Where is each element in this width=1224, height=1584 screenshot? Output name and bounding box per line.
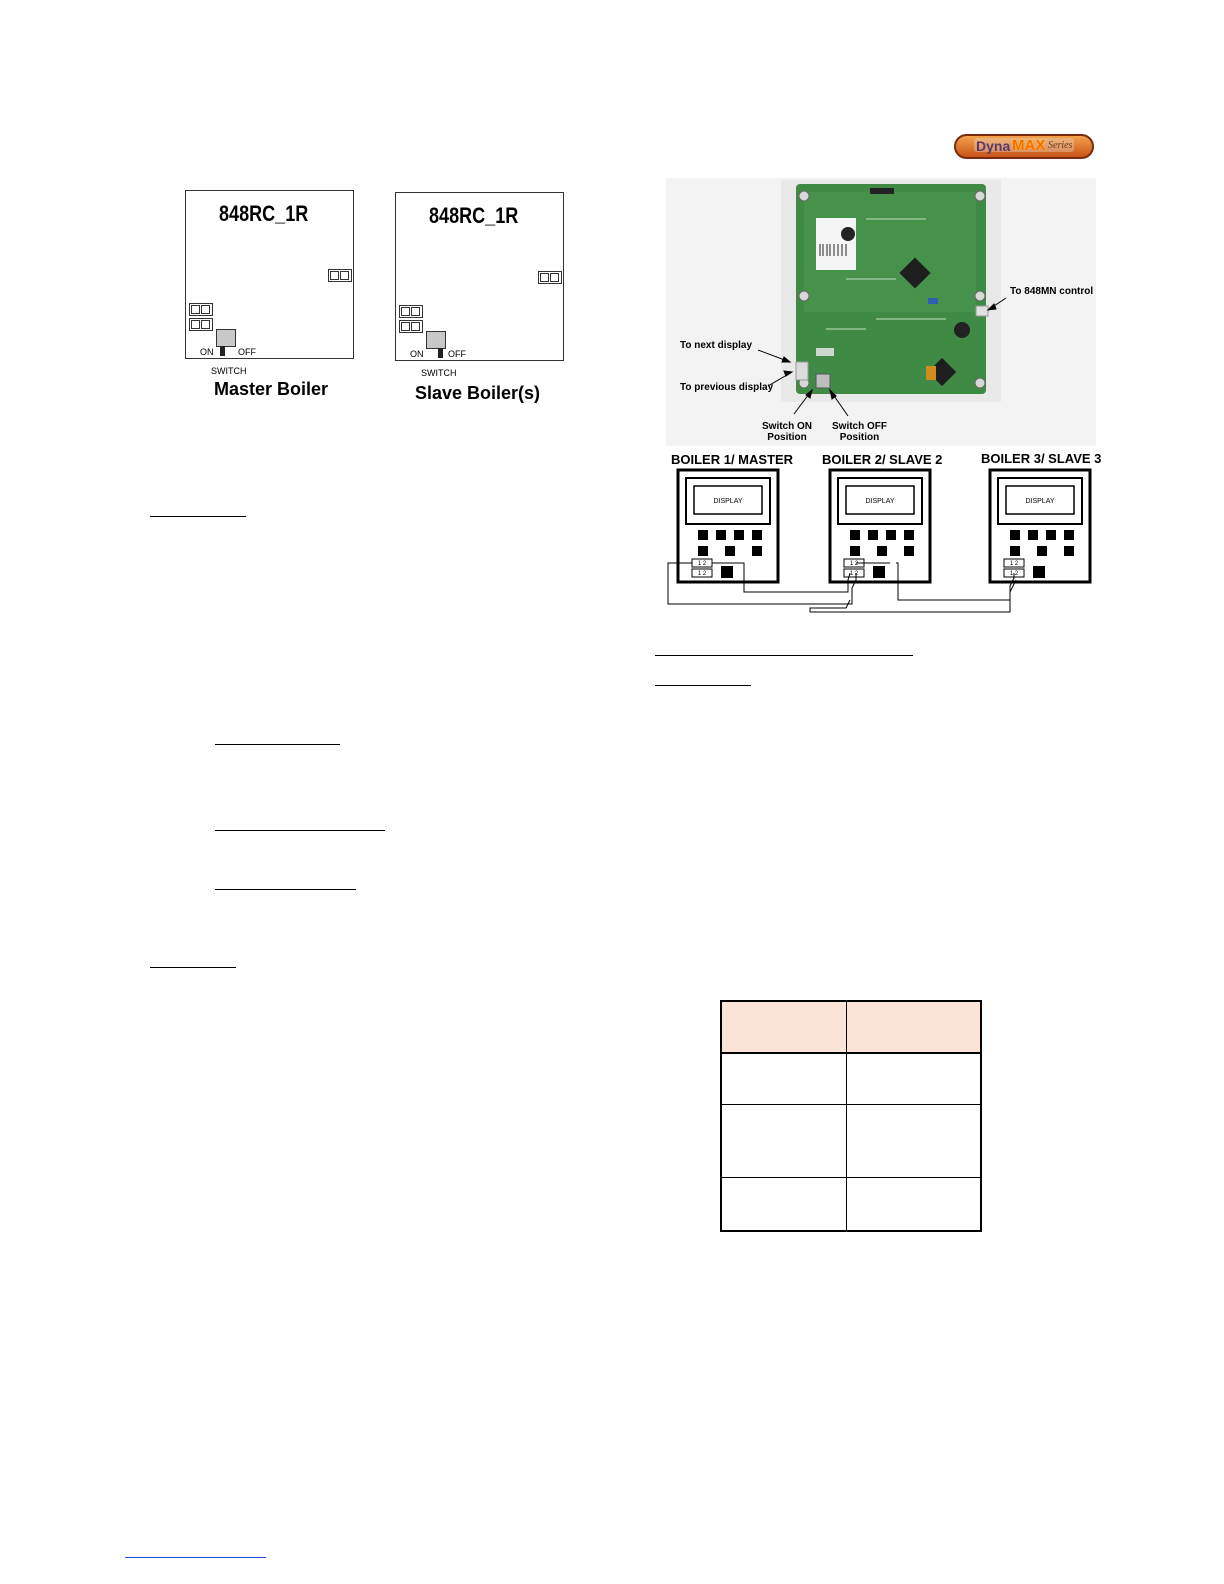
section-heading-line [150, 516, 246, 517]
logo-series: Series [1048, 140, 1073, 151]
terminal-label: 1 2 [849, 571, 859, 577]
slave-connector-right [538, 271, 562, 284]
pcb-illustration [666, 178, 1096, 446]
master-switch-off: OFF [238, 347, 256, 357]
master-switch-body [216, 329, 236, 347]
master-board-title: 848RC_1R [219, 201, 309, 226]
terminal-label: 1 2 [849, 561, 859, 567]
master-switch-on: ON [200, 347, 214, 357]
logo-max: MAX [1012, 137, 1046, 154]
settings-table [720, 1000, 982, 1232]
footer-link-line[interactable] [125, 1557, 266, 1558]
label-to-next-display: To next display [680, 340, 753, 351]
wiring-diagram [660, 468, 1110, 618]
section-heading-line [150, 967, 236, 968]
display-text-2 [865, 498, 894, 505]
table-cell [721, 1105, 847, 1178]
display-text-1 [713, 498, 742, 505]
brand-logo [954, 134, 1094, 159]
table-cell [721, 1178, 847, 1232]
slave-board-title: 848RC_1R [429, 203, 519, 228]
display-word-1: DISPLAY [713, 498, 743, 505]
table-row [721, 1105, 981, 1178]
sub-heading-line [215, 889, 356, 890]
master-connector-left [189, 303, 213, 331]
table-header-row [721, 1001, 981, 1053]
display-unit-1 [678, 470, 778, 582]
table-header-cell [721, 1001, 847, 1053]
pcb-photo-area [666, 178, 1096, 446]
master-switch-lever [220, 346, 225, 356]
slave-switch-off: OFF [448, 349, 466, 359]
slave-connector-left [399, 305, 423, 333]
sub-heading-line [215, 830, 385, 831]
master-caption: Master Boiler [214, 379, 329, 399]
terminal-label: 1 2 [697, 561, 707, 567]
master-connector-right [328, 269, 352, 282]
slave-caption: Slave Boiler(s) [415, 383, 541, 403]
sub-heading-line [215, 744, 340, 745]
slave-switch-label: SWITCH [421, 368, 457, 378]
label-switch-on-position: Switch ON Position [762, 421, 813, 443]
master-switch-label: SWITCH [211, 366, 247, 376]
table-row [721, 1178, 981, 1232]
display-unit-3 [990, 470, 1090, 582]
slave-switch-lever [438, 348, 443, 358]
label-boiler-3: BOILER 3/ SLAVE 3 [981, 451, 1102, 466]
terminal-label: 1 2 [1009, 571, 1019, 577]
section-heading-line [655, 655, 913, 656]
label-boiler-2: BOILER 2/ SLAVE 2 [822, 452, 943, 467]
table-cell [721, 1053, 847, 1105]
slave-board-diagram [395, 192, 564, 361]
table-header-cell [847, 1001, 982, 1053]
slave-switch-on: ON [410, 349, 424, 359]
table-cell [847, 1105, 982, 1178]
section-heading-line [655, 685, 751, 686]
label-switch-off-position: Switch OFF Position [832, 421, 887, 443]
display-word-3: DISPLAY [1025, 498, 1055, 505]
label-to-848mn: To 848MN control [1010, 286, 1094, 297]
terminal-label: 1 2 [697, 571, 707, 577]
display-word-2: DISPLAY [865, 498, 895, 505]
table-cell [847, 1178, 982, 1232]
label-boiler-1: BOILER 1/ MASTER [671, 452, 794, 467]
slave-switch-body [426, 331, 446, 349]
terminal-label: 1 2 [1009, 561, 1019, 567]
display-unit-2 [830, 470, 930, 582]
label-to-previous-display: To previous display [680, 382, 774, 393]
logo-dyna: Dyna [976, 138, 1011, 154]
master-board-diagram [185, 190, 354, 359]
display-text-3 [1025, 498, 1054, 505]
table-row [721, 1053, 981, 1105]
table-cell [847, 1053, 982, 1105]
